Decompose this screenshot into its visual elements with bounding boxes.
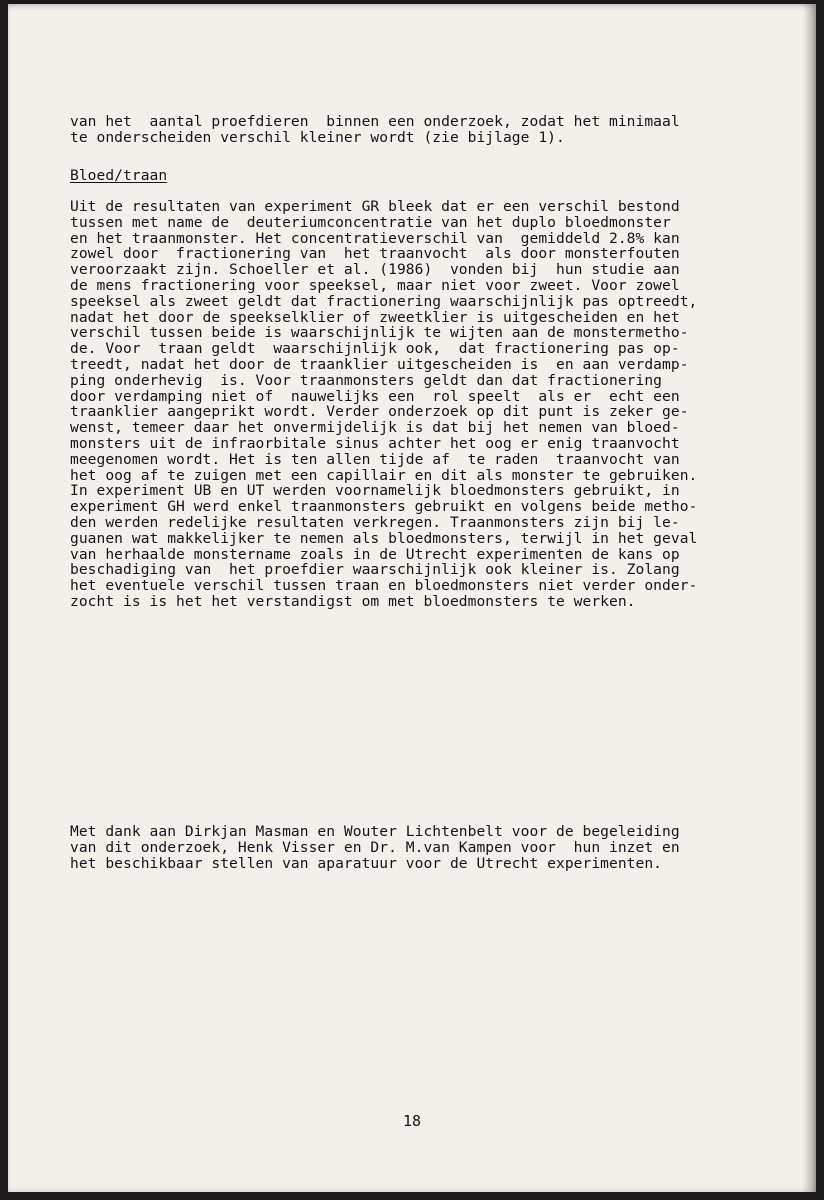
text-line: beschadiging van het proefdier waarschijnlijk ook kleiner is. Zolang <box>70 561 680 579</box>
document-page <box>8 4 816 1192</box>
text-line: en het traanmonster. Het concentratieverschil van gemiddeld 2.8% kan <box>70 229 680 247</box>
text-line: veroorzaakt zijn. Schoeller et al. (1986) vonden bij hun studie aan <box>70 261 680 279</box>
text-line: den werden redelijke resultaten verkregen. Traanmonsters zijn bij le- <box>70 513 680 531</box>
text-line: het beschikbaar stellen van aparatuur voor de Utrecht experimenten. <box>70 854 663 872</box>
text-line: treedt, nadat het door de traanklier uitgescheiden is en aan verdamp- <box>70 355 689 373</box>
page-binding-shadow <box>802 4 816 1192</box>
text-line: zocht is is het het verstandigst om met bloedmonsters te werken. <box>70 592 636 610</box>
text-line: nadat het door de speekselklier of zweetklier is uitgescheiden en het <box>70 308 680 326</box>
text-line: het oog af te zuigen met een capillair en dit als monster te gebruiken. <box>70 466 698 484</box>
text-line: monsters uit de infraorbitale sinus achter het oog er enig traanvocht <box>70 434 680 452</box>
text-line: guanen wat makkelijker te nemen als bloedmonsters, terwijl in het geval <box>70 529 698 547</box>
text-line: meegenomen wordt. Het is ten allen tijde af te raden traanvocht van <box>70 450 680 468</box>
text-line: Met dank aan Dirkjan Masman en Wouter Lichtenbelt voor de begeleiding <box>70 823 680 840</box>
section-heading: Bloed/traan <box>70 167 168 184</box>
text-line: van herhaalde monstername zoals in de Utrecht experimenten de kans op <box>70 545 680 563</box>
text-line: verschil tussen beide is waarschijnlijk te wijten aan de monstermetho- <box>70 324 689 342</box>
text-line: zowel door fractionering van het traanvocht als door monsterfouten <box>70 245 680 263</box>
text-line: ping onderhevig is. Voor traanmonsters geldt dan dat fractionering <box>70 371 663 389</box>
text-line: traanklier aangeprikt wordt. Verder onderzoek op dit punt is zeker ge- <box>70 403 689 421</box>
text-line: de. Voor traan geldt waarschijnlijk ook, dat fractionering pas op- <box>70 340 680 358</box>
text-line: tussen met name de deuteriumconcentratie van het duplo bloedmonster <box>70 213 671 231</box>
text-line: de mens fractionering voor speeksel, maar niet voor zweet. Voor zowel <box>70 276 680 294</box>
page-number: 18 <box>402 1112 422 1130</box>
text-line: In experiment UB en UT werden voornamelijk bloedmonsters gebruikt, in <box>70 482 680 500</box>
text-line: van het aantal proefdieren binnen een onderzoek, zodat het minimaal <box>70 113 680 130</box>
intro-paragraph <box>70 114 782 146</box>
section-heading-block <box>70 168 782 184</box>
text-line: wenst, temeer daar het onvermijdelijk is dat bij het nemen van bloed- <box>70 419 680 437</box>
text-line: speeksel als zweet geldt dat fractionering waarschijnlijk pas optreedt, <box>70 292 698 310</box>
text-line: van dit onderzoek, Henk Visser en Dr. M.van Kampen voor hun inzet en <box>70 838 680 856</box>
text-line: experiment GH werd enkel traanmonsters gebruikt en volgens beide metho- <box>70 498 698 516</box>
text-line: het eventuele verschil tussen traan en bloedmonsters niet verder onder- <box>70 577 698 595</box>
acknowledgement-paragraph <box>70 824 782 871</box>
text-line: door verdamping niet of nauwelijks een rol speelt als er echt een <box>70 387 680 405</box>
text-line: te onderscheiden verschil kleiner wordt (zie bijlage 1). <box>70 128 565 146</box>
text-line: Uit de resultaten van experiment GR bleek dat er een verschil bestond <box>70 198 680 215</box>
section-body <box>70 199 782 610</box>
